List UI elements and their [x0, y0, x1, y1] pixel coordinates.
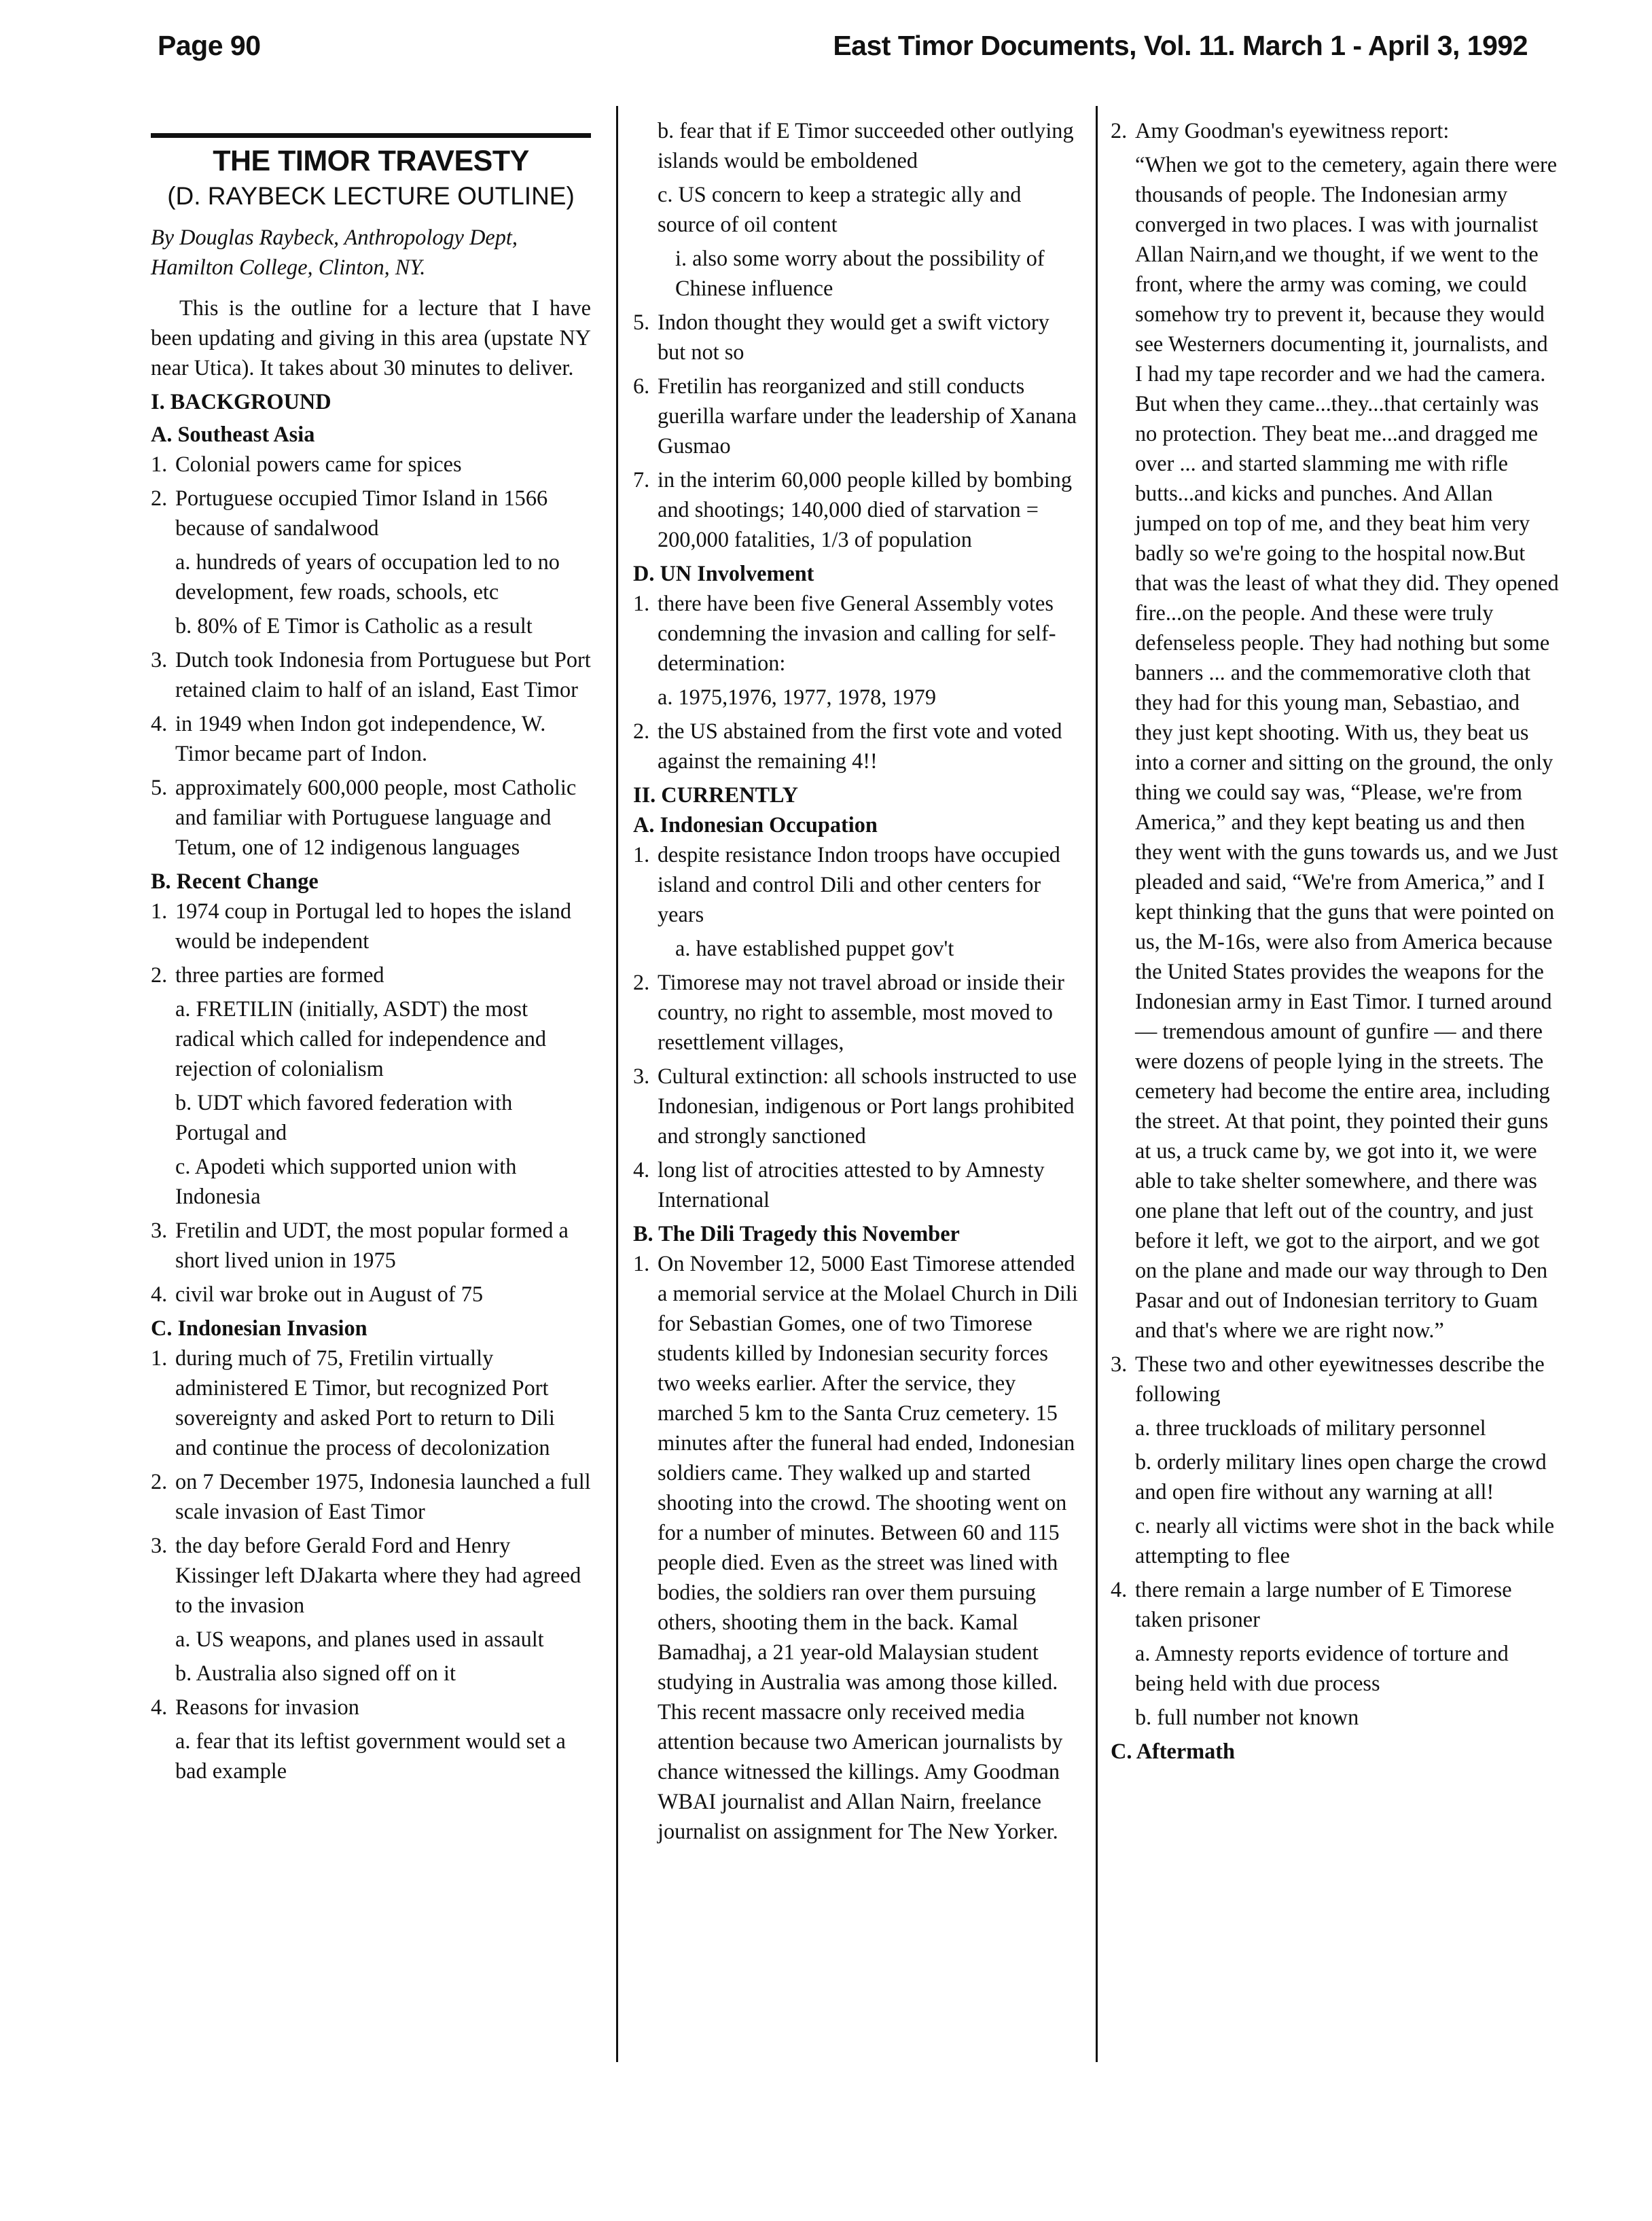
subsection-heading: A. Southeast Asia — [151, 422, 315, 446]
list-item: 4. in 1949 when Indon got independence, W. Timor became part of Indon. — [151, 711, 546, 765]
list-item: 3. Fretilin and UDT, the most popular formed a short lived union in 1975 — [151, 1218, 569, 1272]
list-item: 4. there remain a large number of E Timorese taken prisoner — [1111, 1577, 1512, 1631]
list-item: 1. during much of 75, Fretilin virtually administered E Timor, but recognized Port sovereignty and asked Port to return to Dili and continue the process of decolonization — [151, 1346, 555, 1460]
list-item: 6. Fretilin has reorganized and still conducts guerilla warfare under the leadership of Xanana Gusmao — [633, 374, 1077, 458]
subsection-heading: D. UN Involvement — [633, 561, 814, 585]
list-item: 4. civil war broke out in August of 75 — [151, 1282, 483, 1306]
sub-list-item: b. orderly military lines open charge the crowd and open fire without any warning at all! — [1135, 1449, 1547, 1504]
running-head: East Timor Documents, Vol. 11. March 1 - April 3, 1992 — [833, 30, 1528, 61]
list-item: 3. These two and other eyewitnesses describe the following — [1111, 1352, 1545, 1406]
list-item: 3. Cultural extinction: all schools instructed to use Indonesian, indigenous or Port langs prohibited and strongly sanctioned — [633, 1064, 1077, 1148]
sub-list-item: c. US concern to keep a strategic ally and source of oil content — [658, 182, 1022, 236]
sub-list-item: a. have established puppet gov't — [675, 936, 954, 960]
list-item: 1. On November 12, 5000 East Timorese attended a memorial service at the Molael Church in Dili for Sebastian Gomes, one of two Timorese students killed by Indonesian security forces two weeks earlier. After the service, they marched 5 km to the Santa Cruz cemetery. 15 minutes after the funeral had ended, Indonesian soldiers came. They walked up and started shooting into the crowd. The shooting went on for a number of minutes. Between 60 and 115 people died. Even as the street was lined with bodies, the soldiers ran over them pursuing others, shooting them in the back. Kamal Bamadhaj, a 21 year-old Malaysian student studying in Australia was among those killed. This recent massacre only received media attention because two American journalists by chance witnessed the killings. Amy Goodman WBAI journalist and Allan Nairn, freelance journalist on assignment for The New Yorker. — [633, 1251, 1078, 1843]
list-item: 1. despite resistance Indon troops have occupied island and control Dili and other centers for years — [633, 842, 1060, 926]
list-item: 3. Dutch took Indonesia from Portuguese but Port retained claim to half of an island, East Timor — [151, 647, 591, 702]
list-item: 4. long list of atrocities attested to by Amnesty International — [633, 1157, 1045, 1212]
intro-paragraph: This is the outline for a lecture that I have been updating and giving in this area (upstate NY near Utica). It takes about 30 minutes to deliver. — [151, 295, 591, 380]
page-header — [0, 0, 1652, 109]
sub-list-item: b. fear that if E Timor succeeded other outlying islands would be emboldened — [658, 118, 1074, 173]
list-item: 7. in the interim 60,000 people killed by bombing and shootings; 140,000 died of starvation = 200,000 fatalities, 1/3 of population — [633, 467, 1072, 552]
subsection-heading: C. Aftermath — [1111, 1739, 1235, 1763]
sub-list-item: b. full number not known — [1135, 1705, 1359, 1729]
sub-list-item: b. 80% of E Timor is Catholic as a result — [175, 613, 533, 638]
list-item: 2. three parties are formed — [151, 962, 384, 987]
sub-list-item: a. FRETILIN (initially, ASDT) the most radical which called for independence and rejection of colonialism — [175, 996, 547, 1081]
column-divider — [616, 106, 618, 2062]
sub-list-item: a. three truckloads of military personnel — [1135, 1415, 1486, 1440]
section-heading: II. CURRENTLY — [633, 782, 798, 807]
sub-list-item: a. hundreds of years of occupation led to no development, few roads, schools, etc — [175, 549, 560, 604]
list-item: 2. Portuguese occupied Timor Island in 1566 because of sandalwood — [151, 486, 548, 540]
sub-list-item: b. Australia also signed off on it — [175, 1661, 456, 1685]
column-divider — [1096, 106, 1098, 2062]
sub-list-item: a. fear that its leftist government would set a bad example — [175, 1729, 566, 1783]
list-item: 5. approximately 600,000 people, most Catholic and familiar with Portuguese language and Tetum, one of 12 indigenous languages — [151, 775, 577, 859]
subsection-heading: A. Indonesian Occupation — [633, 812, 878, 837]
list-item: 4. Reasons for invasion — [151, 1695, 359, 1719]
sub-list-item: c. nearly all victims were shot in the back while attempting to flee — [1135, 1513, 1555, 1568]
section-heading: I. BACKGROUND — [151, 389, 331, 414]
article-subtitle: (D. RAYBECK LECTURE OUTLINE) — [167, 182, 575, 210]
list-item: 1. Colonial powers came for spices — [151, 452, 462, 476]
sub-list-item: a. 1975,1976, 1977, 1978, 1979 — [658, 685, 936, 709]
subsection-heading: B. Recent Change — [151, 869, 319, 893]
column-2 — [633, 115, 1083, 1850]
list-item: 2. the US abstained from the first vote and voted against the remaining 4!! — [633, 719, 1062, 773]
list-item: 1. 1974 coup in Portugal led to hopes the island would be independent — [151, 899, 572, 953]
page-number: Page 90 — [158, 30, 261, 61]
sub-list-item: a. US weapons, and planes used in assault — [175, 1627, 544, 1651]
sub-list-item: c. Apodeti which supported union with Indonesia — [175, 1154, 517, 1208]
list-item: 1. there have been five General Assembly votes condemning the invasion and calling for self-determination: — [633, 591, 1056, 675]
title-rule — [151, 133, 591, 138]
column-1 — [151, 129, 591, 1790]
byline: By Douglas Raybeck, Anthropology Dept, Hamilton College, Clinton, NY. — [151, 225, 518, 279]
list-item: 2. Amy Goodman's eyewitness report: — [1111, 118, 1450, 143]
sub-list-item: b. UDT which favored federation with Portugal and — [175, 1090, 513, 1144]
sub-list-item: a. Amnesty reports evidence of torture and being held with due process — [1135, 1641, 1509, 1695]
eyewitness-quote: “When we got to the cemetery, again there were thousands of people. The Indonesian army converged in two places. I was with journalist Allan Nairn,and we thought, if we went to the front, where the army was coming, we could somehow try to prevent it, because they would see Westerners documenting it, journalists, and I had my tape recorder and we had the camera. But when they came...they...that certainly was no protection. They beat me...and dragged me over ... and started slamming me with rifle butts...and kicks and punches. And Allan jumped on top of me, and they beat him very badly so we're going to the hospital now.But that was the least of what they did. They opened fire...on the people. And these were truly defenseless people. They had nothing but some banners ... and the commemorative cloth that they had for this young man, Sebastiao, and they just kept shooting. With us, they beat us into a corner and sitting on the ground, the only thing we could say was, “Please, we're from America,” and they kept beating us and then they went with the guns towards us, and we Just pleaded and said, “We're from America,” and I kept thinking that the guns that were pointed on us, the M-16s, were also from America because the United States provides the weapons for the Indonesian army in East Timor. I turned around — tremendous amount of gunfire — and there were dozens of people lying in the streets. The cemetery had become the entire area, including the street. At that point, they pointed their guns at us, a truck came by, we got into it, we were able to take shelter somewhere, and there was one plane that left out of the country, and just before it left, we got to the airport, and we got on the plane and made our way through to Den Pasar and out of Indonesian territory to Guam and that's where we are right now.” — [1135, 152, 1559, 1342]
sub-sub-list-item: i. also some worry about the possibility of Chinese influence — [675, 246, 1045, 300]
list-item: 2. on 7 December 1975, Indonesia launched a full scale invasion of East Timor — [151, 1469, 591, 1523]
subsection-heading: C. Indonesian Invasion — [151, 1316, 367, 1340]
list-item: 5. Indon thought they would get a swift victory but not so — [633, 310, 1049, 364]
subsection-heading: B. The Dili Tragedy this November — [633, 1221, 960, 1246]
list-item: 2. Timorese may not travel abroad or inside their country, no right to assemble, most moved to resettlement villages, — [633, 970, 1064, 1054]
article-title: THE TIMOR TRAVESTY — [213, 145, 529, 177]
list-item: 3. the day before Gerald Ford and Henry Kissinger left DJakarta where they had agreed to the invasion — [151, 1533, 581, 1617]
column-3 — [1111, 115, 1559, 1766]
